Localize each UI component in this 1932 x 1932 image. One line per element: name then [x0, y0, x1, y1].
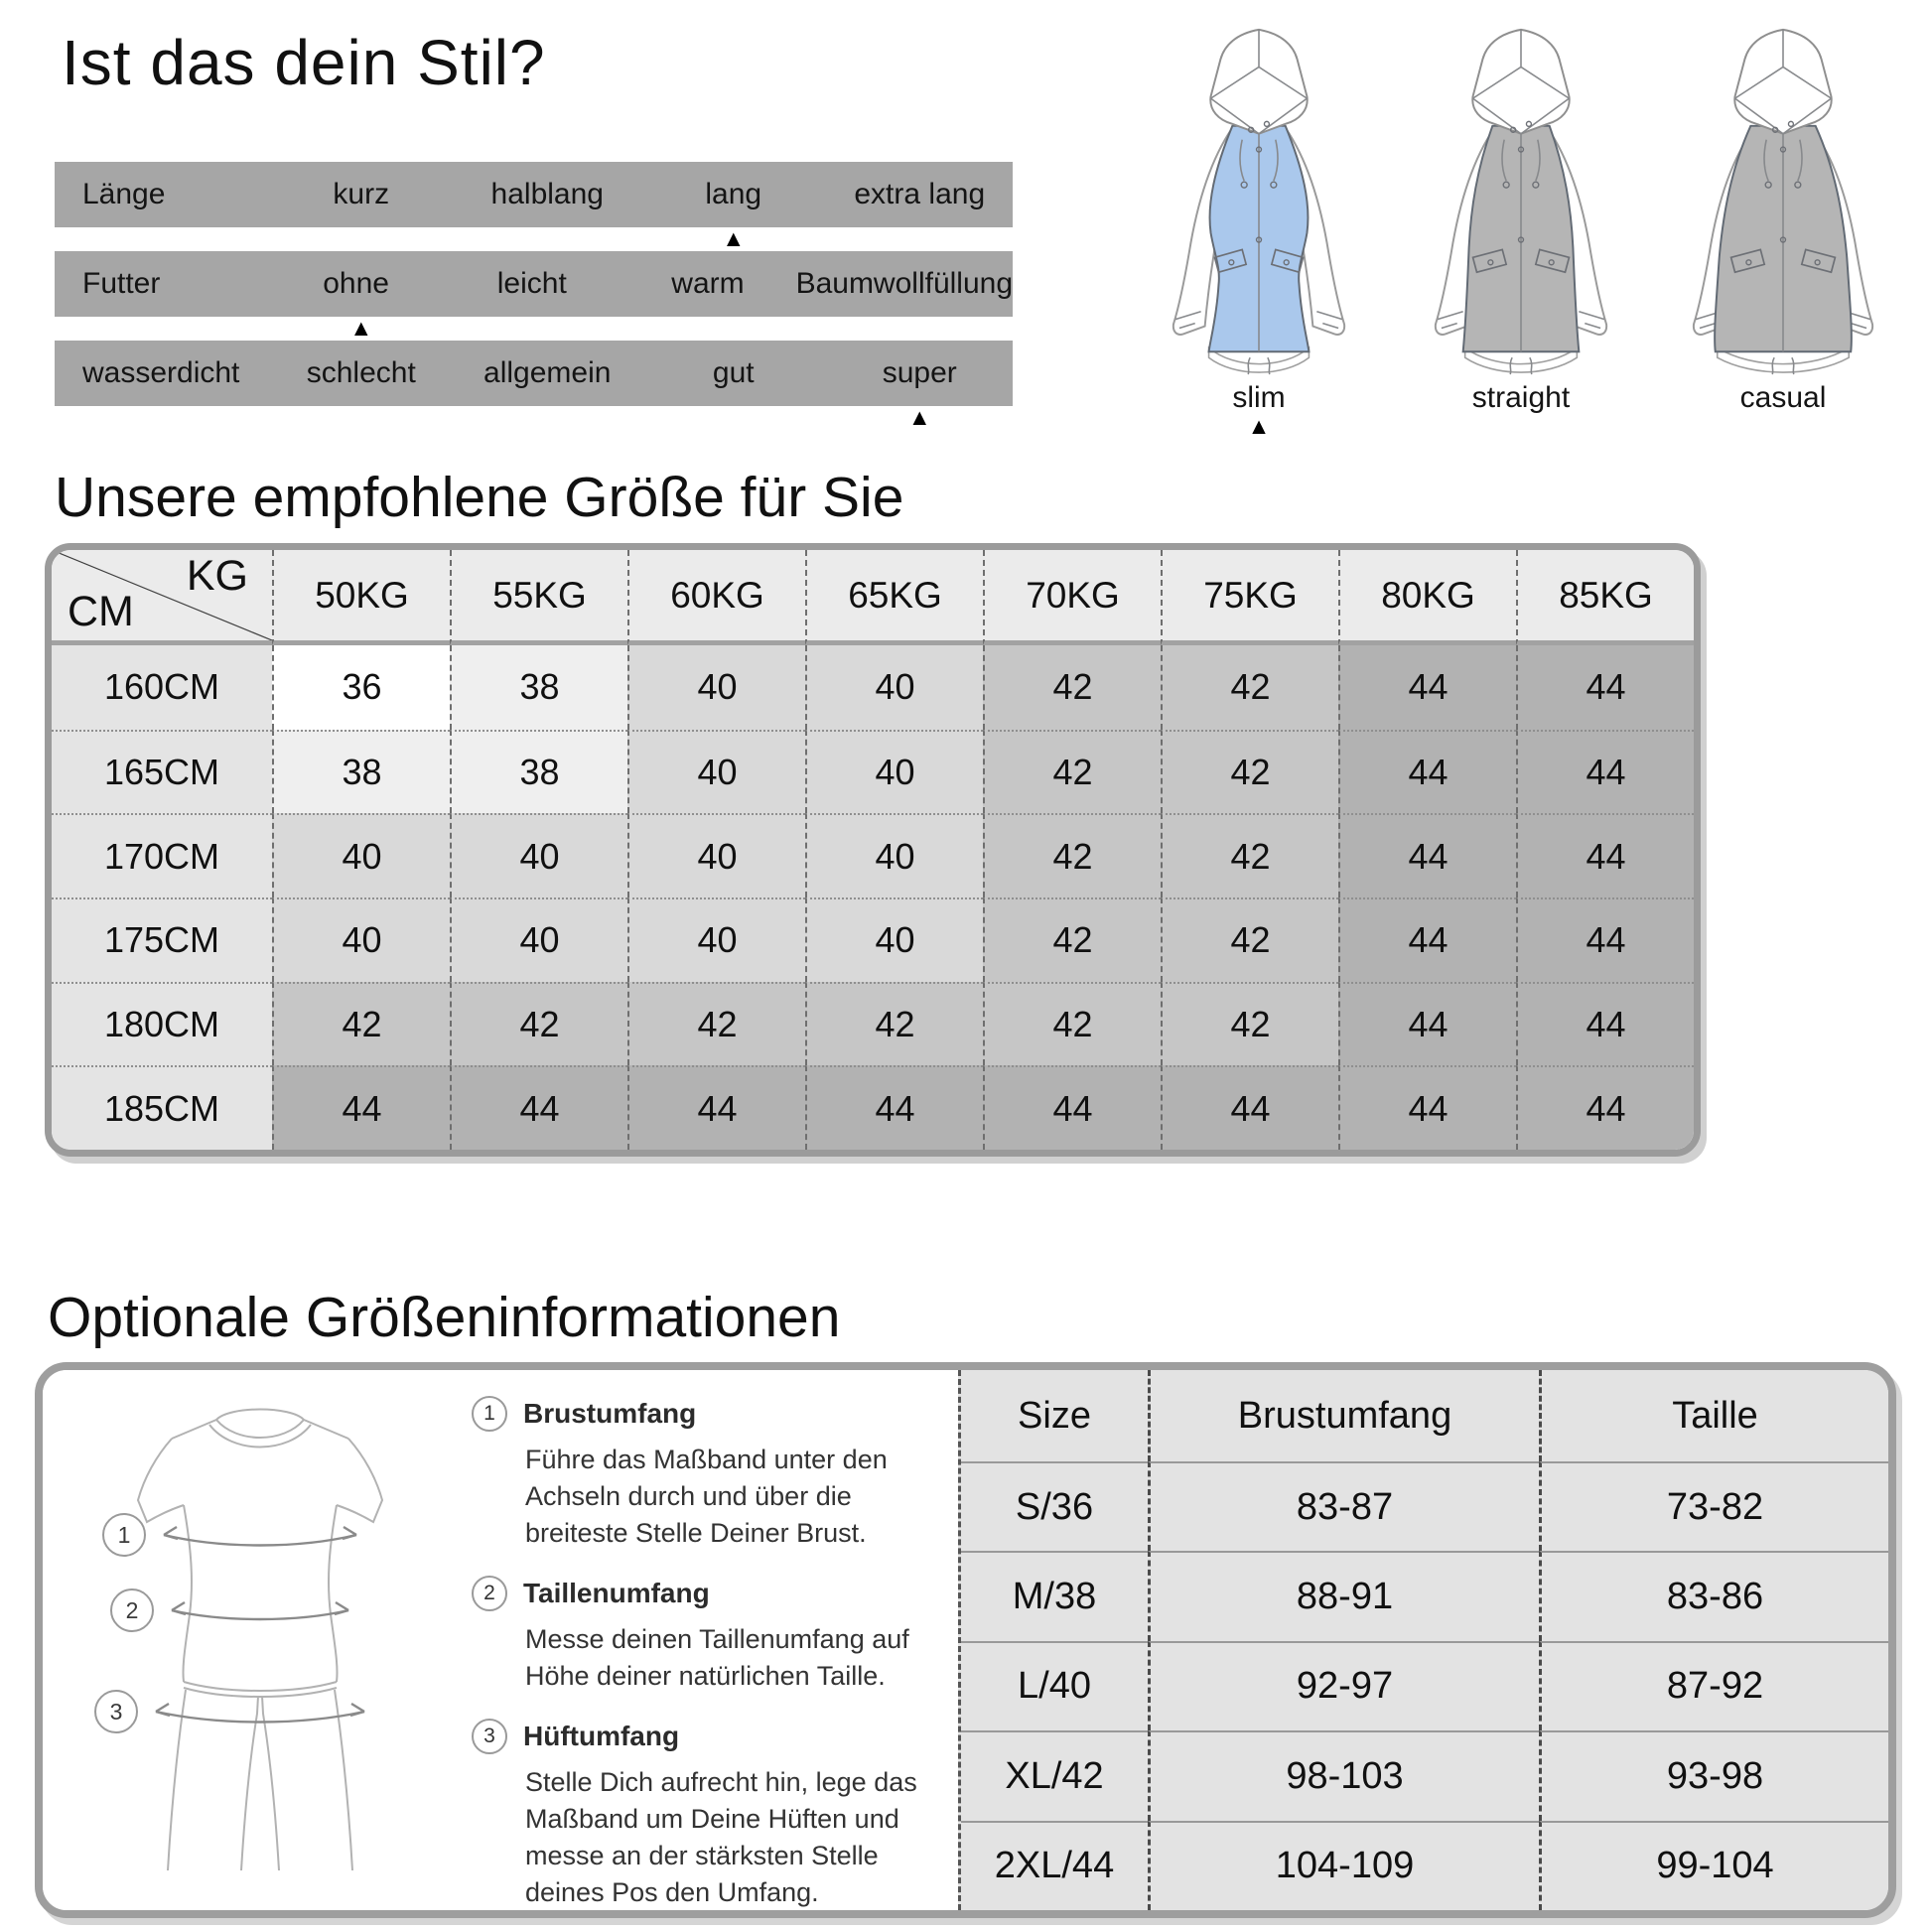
size-cell: 40	[627, 645, 805, 730]
attribute-option: extra lang	[854, 178, 986, 210]
step-title: Taillenumfang	[523, 1578, 710, 1608]
measurement-column-header: Size	[1018, 1394, 1091, 1437]
size-cell: 44	[1516, 982, 1694, 1066]
recommended-size-table	[45, 543, 1701, 1157]
bust-range-cell: 83-87	[1148, 1461, 1539, 1551]
attribute-option: lang	[705, 178, 762, 210]
step-taillenumfang	[472, 1576, 960, 1695]
corner-cm-label: CM	[68, 588, 134, 635]
step-description: Messe deinen Taillenumfang auf Höhe deiner natürlichen Taille.	[525, 1624, 909, 1691]
attribute-option: schlecht	[306, 356, 416, 389]
weight-column-header: 70KG	[983, 550, 1161, 645]
fit-style-illustrations	[1138, 22, 1904, 441]
jacket-slim-illustration	[1146, 22, 1372, 375]
size-cell: 42	[1161, 730, 1338, 814]
corner-kg-label: KG	[186, 552, 248, 600]
weight-column-header: 55KG	[450, 550, 627, 645]
style-attribute-bars	[55, 162, 1013, 430]
measurement-table-area	[958, 1370, 1888, 1910]
attribute-label: Futter	[82, 267, 161, 300]
size-cell: 38	[450, 645, 627, 730]
bust-range-cell: 92-97	[1148, 1641, 1539, 1730]
size-label-cell: M/38	[961, 1551, 1148, 1640]
size-label-cell: XL/42	[961, 1730, 1148, 1820]
weight-column-header: 85KG	[1516, 550, 1694, 645]
waist-range-cell: 99-104	[1539, 1821, 1888, 1910]
step-hueftumfang	[472, 1719, 960, 1911]
attribute-option: halblang	[490, 178, 604, 210]
size-cell: 40	[627, 730, 805, 814]
attribute-option: kurz	[333, 178, 390, 210]
size-label-cell: S/36	[961, 1461, 1148, 1551]
size-cell: 42	[1161, 813, 1338, 897]
size-label-cell: L/40	[961, 1641, 1148, 1730]
attribute-option: leicht	[496, 267, 567, 300]
waist-range-cell: 83-86	[1539, 1551, 1888, 1640]
size-cell: 44	[272, 1065, 450, 1150]
size-cell: 42	[983, 897, 1161, 982]
bust-range-cell: 98-103	[1148, 1730, 1539, 1820]
size-cell: 42	[983, 730, 1161, 814]
optional-size-info-panel	[35, 1362, 1896, 1918]
size-cell: 42	[1161, 645, 1338, 730]
attribute-label: Länge	[82, 178, 166, 210]
step-number-badge: 2	[472, 1576, 507, 1611]
size-table-corner-cell	[52, 550, 272, 645]
size-cell: 40	[272, 813, 450, 897]
fit-label-straight: straight	[1471, 381, 1571, 414]
size-cell: 44	[1516, 1065, 1694, 1150]
fit-option-slim	[1138, 22, 1380, 441]
size-cell: 40	[805, 730, 983, 814]
fit-option-casual	[1662, 22, 1904, 441]
height-row-header: 170CM	[52, 813, 272, 897]
measure-point-2-number: 2	[125, 1597, 139, 1623]
size-cell: 44	[983, 1065, 1161, 1150]
size-table-title: Unsere empfohlene Größe für Sie	[55, 466, 904, 529]
size-cell: 42	[627, 982, 805, 1066]
attribute-marker-row	[55, 317, 1013, 341]
weight-column-header: 75KG	[1161, 550, 1338, 645]
size-cell: 44	[1338, 730, 1516, 814]
measure-point-3-number: 3	[109, 1699, 123, 1725]
height-row-header: 185CM	[52, 1065, 272, 1150]
height-row-header: 175CM	[52, 897, 272, 982]
waist-range-cell: 73-82	[1539, 1461, 1888, 1551]
size-cell: 44	[1338, 982, 1516, 1066]
size-cell: 38	[272, 730, 450, 814]
size-cell: 40	[272, 897, 450, 982]
size-cell: 42	[983, 813, 1161, 897]
attribute-row-wasserdicht	[55, 341, 1013, 406]
attribute-row-futter	[55, 251, 1013, 317]
jacket-straight-illustration	[1408, 22, 1634, 375]
size-cell: 40	[805, 813, 983, 897]
size-cell: 42	[1161, 897, 1338, 982]
size-cell: 40	[805, 645, 983, 730]
size-cell: 42	[983, 645, 1161, 730]
size-cell: 44	[1161, 1065, 1338, 1150]
attribute-option: gut	[712, 356, 755, 389]
step-description: Stelle Dich aufrecht hin, lege das Maßband um Deine Hüften und messe an der stärksten Stelle deines Pos den Umfang.	[525, 1767, 917, 1907]
fit-label-slim: slim	[1232, 381, 1286, 414]
weight-column-header: 50KG	[272, 550, 450, 645]
measure-point-1-number: 1	[117, 1522, 131, 1548]
size-cell: 42	[450, 982, 627, 1066]
size-cell: 42	[272, 982, 450, 1066]
measuring-instructions	[43, 1370, 958, 1910]
size-cell: 38	[450, 730, 627, 814]
size-cell: 44	[627, 1065, 805, 1150]
attribute-marker-row	[55, 406, 1013, 430]
height-row-header: 165CM	[52, 730, 272, 814]
size-cell: 44	[1338, 897, 1516, 982]
step-number-badge: 3	[472, 1719, 507, 1754]
size-cell: 44	[1516, 897, 1694, 982]
size-label-cell: 2XL/44	[961, 1821, 1148, 1910]
size-cell: 44	[1516, 813, 1694, 897]
selection-marker-triangle: ▲	[722, 225, 746, 251]
fit-option-straight	[1400, 22, 1642, 441]
waist-range-cell: 93-98	[1539, 1730, 1888, 1820]
size-cell: 44	[1338, 645, 1516, 730]
size-cell: 44	[1338, 813, 1516, 897]
selection-marker-triangle: ▲	[907, 404, 931, 430]
attribute-option: Baumwollfüllung	[795, 267, 1014, 300]
weight-column-header: 80KG	[1338, 550, 1516, 645]
body-measurement-diagram	[61, 1382, 460, 1906]
attribute-option: ohne	[323, 267, 389, 300]
size-cell: 44	[805, 1065, 983, 1150]
jacket-casual-illustration	[1670, 22, 1896, 375]
attribute-option: warm	[671, 267, 745, 300]
measurement-column-header: Taille	[1539, 1370, 1888, 1461]
size-cell: 42	[983, 982, 1161, 1066]
size-cell: 44	[1516, 645, 1694, 730]
step-title: Hüftumfang	[523, 1721, 680, 1751]
size-cell: 40	[805, 897, 983, 982]
optional-info-title: Optionale Größeninformationen	[48, 1286, 841, 1349]
height-row-header: 160CM	[52, 645, 272, 730]
selection-marker-triangle: ▲	[1247, 413, 1271, 439]
attribute-option: super	[882, 356, 957, 389]
height-row-header: 180CM	[52, 982, 272, 1066]
fit-label-casual: casual	[1739, 381, 1827, 414]
bust-range-cell: 104-109	[1148, 1821, 1539, 1910]
page-title: Ist das dein Stil?	[62, 27, 546, 98]
weight-column-header: 65KG	[805, 550, 983, 645]
step-description: Führe das Maßband unter den Achseln durch und über die breiteste Stelle Deiner Brust.	[525, 1445, 888, 1548]
measurement-table	[961, 1370, 1888, 1910]
attribute-row-laenge	[55, 162, 1013, 227]
size-cell: 40	[627, 813, 805, 897]
attribute-marker-row	[55, 227, 1013, 251]
attribute-option: allgemein	[483, 356, 612, 389]
size-cell: 40	[627, 897, 805, 982]
measurement-column-header: Brustumfang	[1148, 1370, 1539, 1461]
weight-column-header: 60KG	[627, 550, 805, 645]
attribute-label: wasserdicht	[82, 356, 240, 389]
size-cell: 40	[450, 813, 627, 897]
step-number-badge: 1	[472, 1396, 507, 1432]
bust-range-cell: 88-91	[1148, 1551, 1539, 1640]
step-title: Brustumfang	[523, 1398, 697, 1429]
step-brustumfang	[472, 1396, 960, 1552]
size-cell: 44	[450, 1065, 627, 1150]
size-cell: 44	[1516, 730, 1694, 814]
size-cell: 40	[450, 897, 627, 982]
size-cell: 42	[805, 982, 983, 1066]
selection-marker-triangle: ▲	[349, 315, 373, 341]
measuring-steps	[472, 1396, 960, 1918]
size-cell: 36	[272, 645, 450, 730]
size-cell: 42	[1161, 982, 1338, 1066]
size-cell: 44	[1338, 1065, 1516, 1150]
waist-range-cell: 87-92	[1539, 1641, 1888, 1730]
